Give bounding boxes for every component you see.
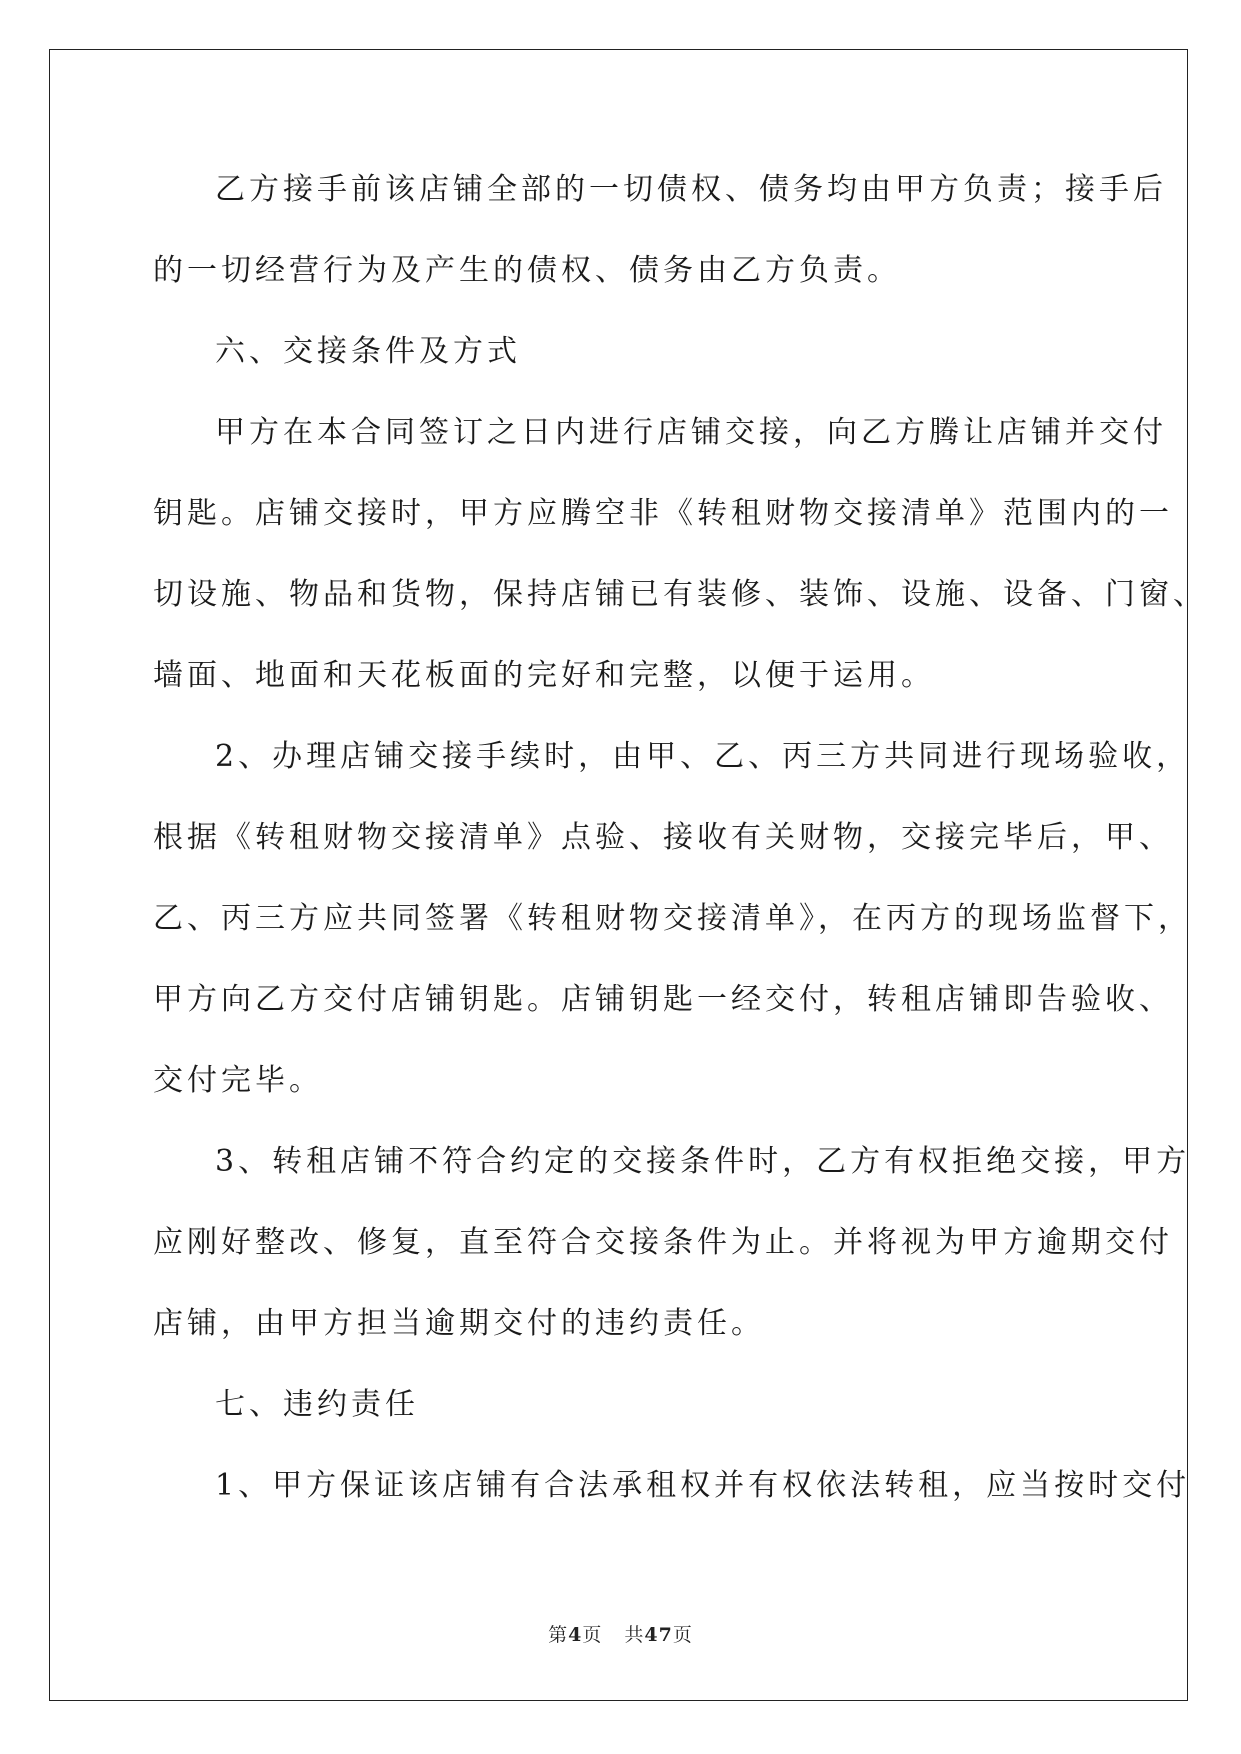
paragraph-line: 3、转租店铺不符合约定的交接条件时，乙方有权拒绝交接，甲方 [215,1144,1191,1179]
total-suffix: 页 [672,1624,693,1646]
paragraph-line: 1、甲方保证该店铺有合法承租权并有权依法转租，应当按时交付 [215,1468,1191,1503]
page-footer [0,1620,1241,1647]
page-suffix: 页 [582,1624,603,1646]
page-number: 4 [568,1624,583,1646]
paragraph-line: 墙面、地面和天花板面的完好和完整，以便于运用。 [153,658,935,693]
page-prefix: 第 [548,1624,569,1646]
document-body [153,160,1207,1537]
total-pages: 47 [644,1624,673,1646]
paragraph-line: 交付完毕。 [153,1063,323,1098]
paragraph-line: 甲方在本合同签订之日内进行店铺交接，向乙方腾让店铺并交付 [215,415,1167,450]
paragraph-line: 的一切经营行为及产生的债权、债务由乙方负责。 [153,253,901,288]
total-prefix: 共 [624,1624,645,1646]
paragraph-line: 根据《转租财物交接清单》点验、接收有关财物，交接完毕后，甲、 [153,820,1173,855]
paragraph-line: 乙方接手前该店铺全部的一切债权、债务均由甲方负责；接手后 [215,172,1167,207]
paragraph-line: 乙、丙三方应共同签署《转租财物交接清单》，在丙方的现场监督下， [153,901,1192,936]
section-heading: 六、交接条件及方式 [215,334,521,369]
section-heading: 七、违约责任 [215,1387,419,1422]
paragraph-line: 2、办理店铺交接手续时，由甲、乙、丙三方共同进行现场验收， [215,739,1191,774]
paragraph-line: 钥匙。店铺交接时，甲方应腾空非《转租财物交接清单》范围内的一 [153,496,1173,531]
paragraph-line: 甲方向乙方交付店铺钥匙。店铺钥匙一经交付，转租店铺即告验收、 [153,982,1173,1017]
paragraph-line: 切设施、物品和货物，保持店铺已有装修、装饰、设施、设备、门窗、 [153,577,1207,612]
paragraph-line: 店铺，由甲方担当逾期交付的违约责任。 [153,1306,765,1341]
paragraph-line: 应刚好整改、修复，直至符合交接条件为止。并将视为甲方逾期交付 [153,1225,1173,1260]
